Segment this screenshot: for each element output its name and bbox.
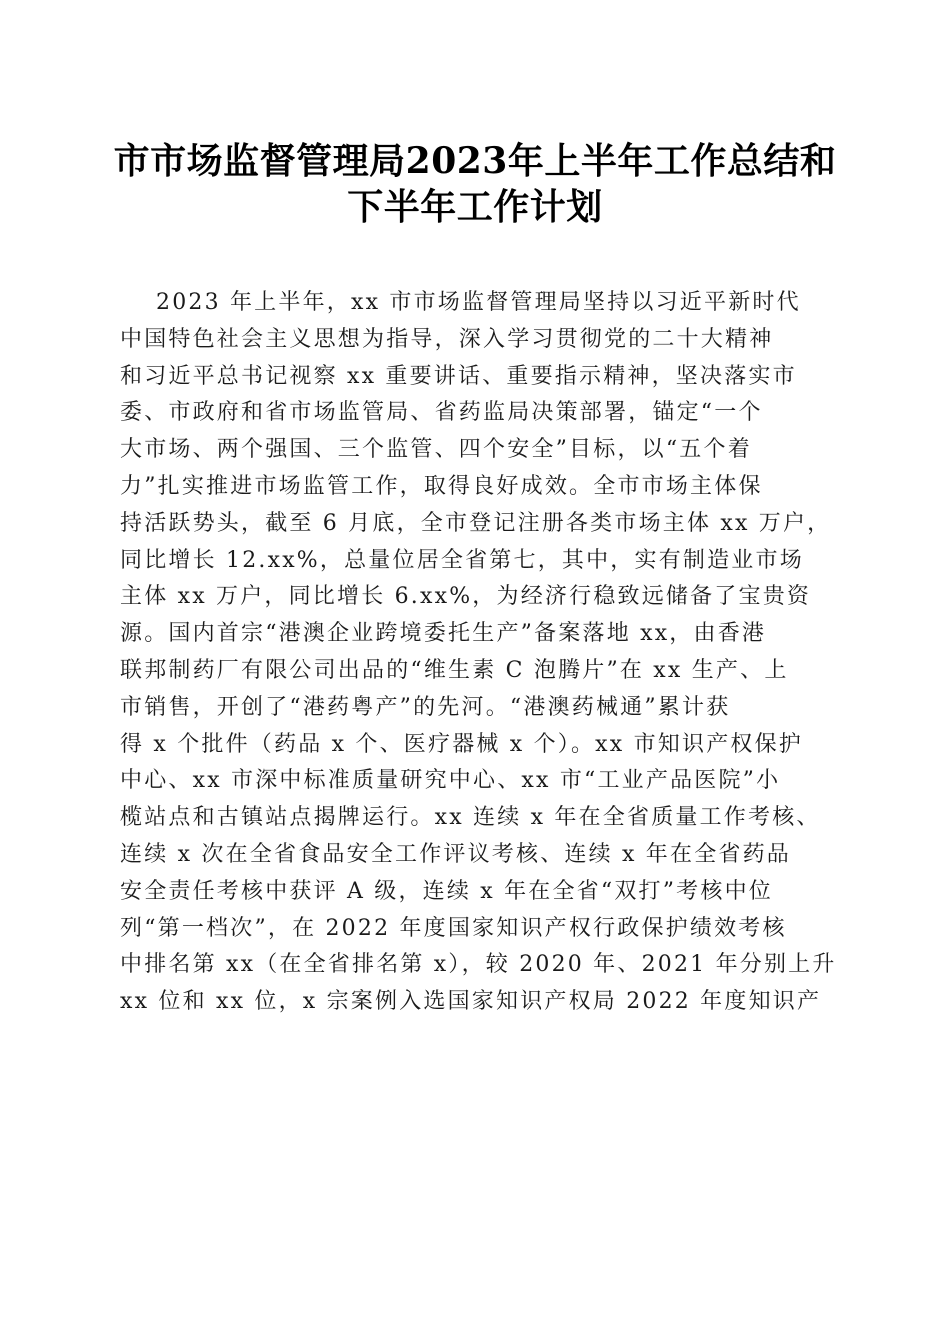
paragraph-line: 中心、xx 市深中标准质量研究中心、xx 市“工业产品医院”小 bbox=[120, 768, 781, 794]
paragraph-line: 源。国内首宗“港澳企业跨境委托生产”备案落地 xx，由香港 bbox=[120, 621, 767, 647]
paragraph-line: 列“第一档次”，在 2022 年度国家知识产权行政保护绩效考核 bbox=[120, 915, 787, 941]
paragraph-line: 委、市政府和省市场监管局、省药监局决策部署，锚定“一个 bbox=[120, 400, 763, 426]
paragraph-line: 得 x 个批件（药品 x 个、医疗器械 x 个）。xx 市知识产权保护 bbox=[120, 731, 803, 757]
title-line-2: 下半年工作计划 bbox=[347, 186, 603, 228]
paragraph-line: 同比增长 12.xx%，总量位居全省第七，其中，实有制造业市场 bbox=[120, 547, 804, 573]
paragraph-line: 大市场、两个强国、三个监管、四个安全”目标，以“五个着 bbox=[120, 437, 752, 463]
body-paragraph bbox=[120, 285, 840, 1021]
paragraph-line: 联邦制药厂有限公司出品的“维生素 C 泡腾片”在 xx 生产、上 bbox=[120, 657, 789, 683]
paragraph-line: 中国特色社会主义思想为指导，深入学习贯彻党的二十大精神 bbox=[120, 326, 774, 352]
paragraph-line: 和习近平总书记视察 xx 重要讲话、重要指示精神，坚决落实市 bbox=[120, 363, 797, 389]
title-line-1: 市市场监督管理局2023年上半年工作总结和 bbox=[113, 140, 837, 182]
paragraph-line: 安全责任考核中获评 A 级，连续 x 年在全省“双打”考核中位 bbox=[120, 878, 773, 904]
paragraph-line: 2023 年上半年，xx 市市场监督管理局坚持以习近平新时代 bbox=[156, 290, 801, 315]
paragraph-line: 榄站点和古镇站点揭牌运行。xx 连续 x 年在全省质量工作考核、 bbox=[120, 805, 821, 831]
paragraph-line: 连续 x 次在全省食品安全工作评议考核、连续 x 年在全省药品 bbox=[120, 841, 791, 867]
paragraph-line: xx 位和 xx 位，x 宗案例入选国家知识产权局 2022 年度知识产 bbox=[120, 989, 822, 1015]
paragraph-line: 主体 xx 万户，同比增长 6.xx%，为经济行稳致远储备了宝贵资 bbox=[120, 584, 812, 610]
paragraph-line: 持活跃势头，截至 6 月底，全市登记注册各类市场主体 xx 万户， bbox=[120, 510, 832, 536]
paragraph-line: 市销售，开创了“港药粤产”的先河。“港澳药械通”累计获 bbox=[120, 694, 731, 720]
paragraph-line: 力”扎实推进市场监管工作，取得良好成效。全市市场主体保 bbox=[120, 473, 763, 499]
paragraph-line: 中排名第 xx（在全省排名第 x），较 2020 年、2021 年分别上升 bbox=[120, 952, 837, 978]
document-title bbox=[100, 138, 850, 230]
